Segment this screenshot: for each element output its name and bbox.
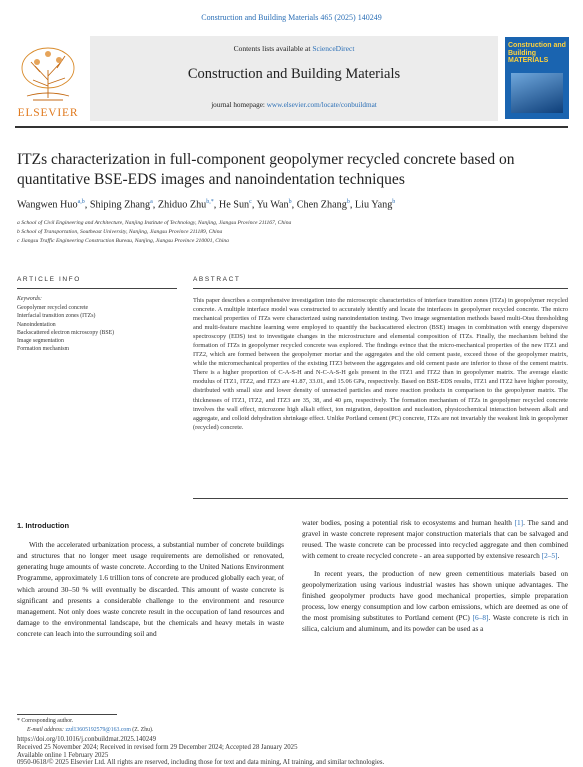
journal-cover-image: [505, 37, 569, 119]
homepage-prefix: journal homepage:: [211, 101, 267, 109]
author-affiliation-marker[interactable]: c: [249, 199, 252, 205]
article-info-heading: ARTICLE INFO: [17, 276, 81, 283]
keyword: Formation mechanism: [17, 346, 70, 353]
intro-paragraph-2: [302, 568, 568, 635]
author-name[interactable]: Shiping Zhang: [89, 199, 151, 211]
author-name[interactable]: Wangwen Huo: [17, 199, 78, 211]
keyword: Interfacial transition zones (ITZs): [17, 313, 96, 320]
abstract-divider: [193, 288, 568, 289]
author-name[interactable]: Chen Zhang: [296, 199, 347, 211]
author-name[interactable]: Yu Wan: [256, 199, 289, 211]
author-list: Wangwen Huo$^{a,b}$, Shiping Zhang$^a$, Zhiduo Zhu$^{b,*}$, He Sun$^c$, Yu Wan$^b$, Chen Zhang$^b$, Liu Yang$^b$: [17, 199, 396, 211]
doi-link[interactable]: https://doi.org/10.1016/j.conbuildmat.2025.140249: [17, 736, 157, 743]
reference-link[interactable]: [1]: [514, 518, 524, 527]
email-label: E-mail address:: [27, 727, 66, 733]
introduction-right-column: [302, 517, 568, 635]
corresponding-author-note: * Corresponding author.: [17, 718, 74, 724]
introduction-left-column: With the accelerated urbanization process, a substantial number of concrete buildings and structures that no longer meet usage requirements are demolished or renovated, generating huge amounts of waste concrete. According to the United Nations Environment Programme, approximately 1.6 trillion tons of concrete are produced globally each year, of which around 30–50 % will eventually be discarded. This amount of waste concrete is significant and presents a considerable challenge to the environment and resource management. Not only does waste concrete result in the occupation of land resources and damage to the environmental landscape, but the chemicals and heavy metals in waste concrete can leach into the surrounding soil and: [17, 540, 284, 639]
header-divider: [15, 126, 568, 128]
keyword: Geopolymer recycled concrete: [17, 305, 89, 311]
footnote-divider: [17, 714, 117, 715]
keywords-heading: Keywords:: [17, 296, 42, 302]
author-affiliation-marker[interactable]: a,b: [77, 199, 85, 205]
abstract-bottom-divider: [193, 498, 568, 499]
journal-citation-link[interactable]: Construction and Building Materials 465 (2025) 140249: [201, 13, 382, 22]
received-dates: Received 25 November 2024; Received in revised form 29 December 2024; Accepted 28 January 2025: [17, 744, 298, 751]
contents-prefix: Contents lists available at: [233, 44, 313, 53]
intro-paragraph-1: [302, 517, 568, 562]
article-info-divider: [17, 288, 177, 289]
affiliation-a: a School of Civil Engineering and Architecture, Nanjing Institute of Technology, Nanjing, Jiangsu Province 211167, China: [17, 220, 292, 226]
affiliation-c: c Jiangsu Traffic Engineering Construction Bureau, Nanjing, Jiangsu Province 210001, China: [17, 238, 229, 244]
affiliation-b: b School of Transportation, Southeast University, Nanjing, Jiangsu Province 211189, China: [17, 229, 223, 235]
email-link[interactable]: zzd13605192579@163.com: [65, 727, 131, 733]
keywords-list: [17, 304, 114, 354]
author-affiliation-marker[interactable]: b: [392, 199, 396, 205]
contents-available-line: [90, 44, 498, 53]
available-online: Available online 1 February 2025: [17, 752, 109, 759]
author-name[interactable]: Zhiduo Zhu: [157, 199, 207, 211]
email-line: [27, 727, 153, 733]
intro-text: .: [557, 551, 560, 561]
copyright-line: 0950-0618/© 2025 Elsevier Ltd. All rights are reserved, including those for text and data mining, AI training, and similar technologies.: [17, 759, 385, 766]
intro-text: . Waste concrete is rich in silica, calcium and aluminum, and its powder can be used as a: [302, 613, 568, 634]
intro-text: water bodies, posing a potential risk to ecosystems and human health: [302, 518, 515, 527]
reference-link[interactable]: [2–5]: [541, 551, 558, 561]
sciencedirect-link[interactable]: ScienceDirect: [312, 44, 355, 53]
author-name[interactable]: Liu Yang: [354, 199, 393, 211]
journal-homepage-link[interactable]: www.elsevier.com/locate/conbuildmat: [266, 101, 377, 109]
keyword: Backscattered electron microscopy (BSE): [17, 329, 115, 336]
email-suffix: (Z. Zhu).: [130, 727, 154, 733]
elsevier-wordmark: ELSEVIER: [17, 107, 79, 119]
cover-photo: [511, 73, 563, 113]
author-name[interactable]: He Sun: [218, 199, 250, 211]
journal-homepage-line: [90, 101, 498, 109]
intro-text: In recent years, the production of new green cementitious materials based on geopolymerization using various industrial wastes has shown unique advantages. The finished geopolymer products have good mechanical properties, simple preparation process, low energy consumption and low carbon emissions, which are deemed as one of the most promising substitutes to Portland cement (PC): [302, 568, 568, 623]
journal-title: Construction and Building Materials: [187, 66, 401, 82]
author-affiliation-marker[interactable]: a: [150, 199, 153, 205]
introduction-heading: 1. Introduction: [17, 521, 70, 530]
keyword: Nanoindentation: [17, 321, 56, 328]
author-affiliation-marker[interactable]: b,*: [206, 199, 214, 205]
reference-link[interactable]: [6–8]: [472, 613, 489, 623]
cover-title: Construction and Building MATERIALS: [508, 42, 566, 64]
elsevier-tree-logo: [13, 40, 83, 122]
author-affiliation-marker[interactable]: b: [288, 199, 292, 205]
author-affiliation-marker[interactable]: b: [346, 199, 350, 205]
abstract-text: This paper describes a comprehensive investigation into the microscopic characteristics of interface transition zones (ITZs) in geopolymer recycled concrete. A multiple interface model was constructed to accurately identify and locate the interfaces in geopolymer recycled concrete. The micro mechanical properties of ITZs were characterized using nanoindentation testing. Two image segmentation methods based multi-Otsu thresholding and multi-feature machine learning were employed to quantify the backscattered electron (BSE) images in combination with energy dispersive spectroscopy (EDS) test to investigate changes in the microstructure and elemental composition of ITZs. Finally, the mechanism behind the formation of ITZs in geopolymer recycled concrete was explored. The findings evince that the micro-mechanical properties of the new ITZ1 and ITZ2, which are formed between the geopolymer mortar and the aggregates and the old cement paste, exceed those of the geopolymer matrix, while the micromechanical properties of the existing ITZ3 between the aggregates and old cement paste are inferior to those of the cement matrix. There is a higher proportion of C-A-S-H and N-C-A-S-H gels present in the ITZ1 and ITZ2 than in geopolymer matrix. The average elastic modulus of ITZ1, ITZ2, and ITZ3 are 41.87, 33.01, and 15.06 GPa, respectively. Based on BSE-EDS results, ITZ1 and ITZ2 have higher porosity, distributed with small size and lower density of unreacted particles and more reaction products in comparison to the geopolymer matrix. The thicknesses of ITZ1, ITZ2, and ITZ3 are 35, 38, and 40 μm, respectively. The formation mechanism of ITZs in geopolymer recycled concrete involves the wall effect, microzone high alkali effect, ion migration, deposition and nucleation, physicochemical interaction between alkali and aggregate, and colloid dehydration shrinkage effect. Unlike Portland cement (PC) concrete, ITZs are not invariably the weakest link in geopolymer (recycled) concrete.: [193, 297, 568, 431]
abstract-heading: ABSTRACT: [193, 276, 241, 283]
keyword: Image segmentation: [17, 338, 64, 345]
intro-text: . The sand and gravel in waste concrete represent major construction materials that can be salvaged and reused. The waste concrete can be processed into recycled aggregate and then combined with cement to create recycled concrete - an area supported by extensive research: [302, 518, 568, 561]
article-title: ITZs characterization in full-component geopolymer recycled concrete based on quantitative BSE-EDS images and nanoindentation techniques: [17, 151, 515, 188]
